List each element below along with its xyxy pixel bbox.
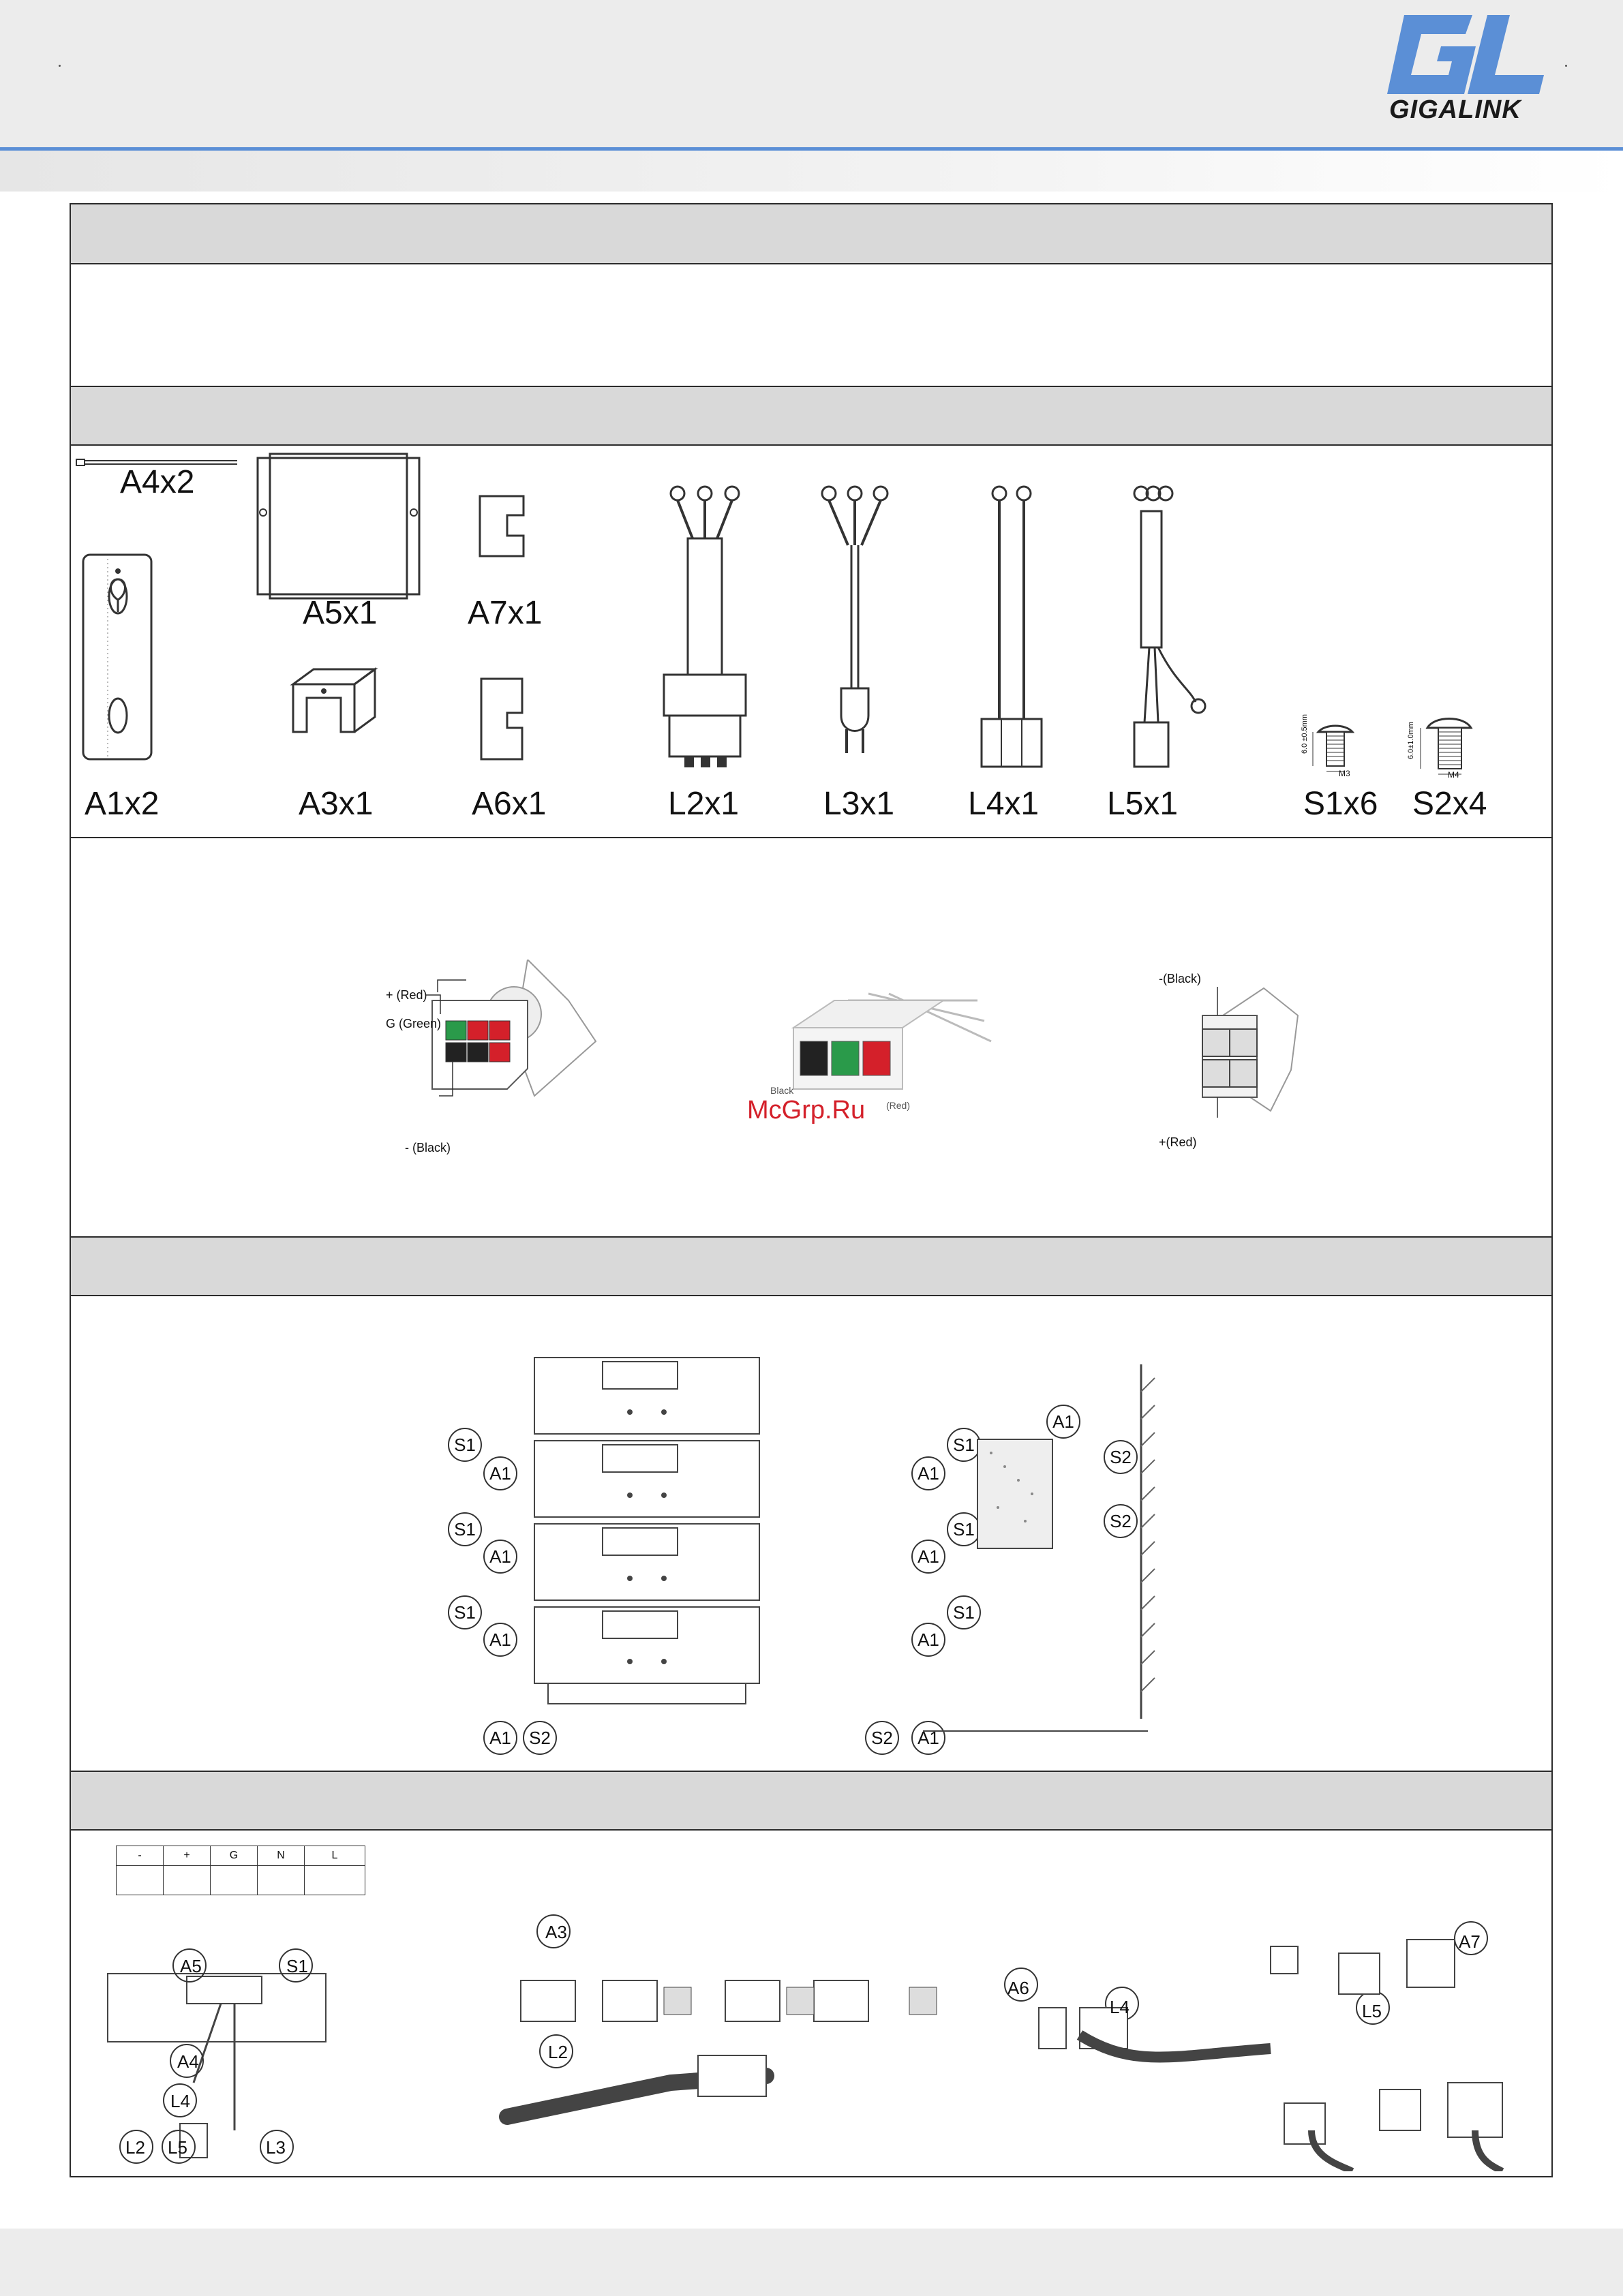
svg-text:S2: S2 (1110, 1447, 1132, 1467)
section-header-parts (71, 386, 1551, 446)
part-label-a3: A3x1 (299, 786, 374, 822)
screw-m3-length: 6.0 ±0.5mm (1301, 714, 1309, 754)
svg-text:S1: S1 (454, 1435, 476, 1455)
wiring-callouts-left (85, 1946, 357, 2164)
terminal-n: N (258, 1846, 305, 1866)
svg-text:S1: S1 (454, 1602, 476, 1623)
label-g-green: G (Green) (386, 1017, 442, 1030)
gl-logo-mark (1384, 15, 1551, 100)
intro-text-area (71, 264, 1551, 386)
callout-l5: L5 (168, 2137, 187, 2158)
callout-s1: S1 (286, 1956, 308, 1976)
cable-l2-drawing (650, 484, 759, 770)
terminal-pos: + (164, 1846, 211, 1866)
part-label-a4: A4x2 (120, 464, 195, 500)
label-black-small: Black (770, 1085, 794, 1096)
svg-text:S1: S1 (953, 1602, 975, 1623)
part-label-s2: S2x4 (1412, 786, 1487, 822)
svg-text:S2: S2 (871, 1728, 893, 1748)
callout-l4b: L4 (1110, 1997, 1129, 2017)
part-label-a1: A1x2 (85, 786, 160, 822)
installation-section (71, 1296, 1551, 1771)
callout-l2b: L2 (548, 2042, 568, 2062)
clip-a7-drawing (476, 492, 530, 560)
callout-a5: A5 (180, 1956, 202, 1976)
svg-text:A1: A1 (1052, 1411, 1074, 1432)
svg-text:A1: A1 (489, 1629, 511, 1650)
callout-l2: L2 (125, 2137, 145, 2158)
header-band (0, 151, 1623, 192)
watermark: McGrp.Ru (747, 1096, 866, 1124)
crop-mark (1565, 65, 1567, 67)
svg-text:A1: A1 (489, 1546, 511, 1567)
screw-m4-length: 6.0±1.0mm (1407, 722, 1415, 759)
bracket-assembly-diagram (998, 1912, 1530, 2171)
section-header-1 (71, 204, 1551, 264)
wall-mount-diagram (916, 1364, 1257, 1746)
crop-mark (59, 65, 61, 67)
cable-l4-drawing (971, 484, 1052, 770)
clamp-assembly-diagram (494, 1912, 971, 2158)
connector-hand-right (1155, 975, 1332, 1138)
section-header-install (71, 1236, 1551, 1296)
svg-text:S2: S2 (529, 1728, 551, 1748)
svg-text:A1: A1 (489, 1463, 511, 1484)
part-label-l3: L3x1 (823, 786, 895, 822)
part-label-l2: L2x1 (668, 786, 740, 822)
callout-a3: A3 (545, 1922, 567, 1942)
svg-text:A1: A1 (917, 1728, 939, 1748)
svg-text:S1: S1 (953, 1519, 975, 1540)
connector-housing-left (391, 960, 650, 1137)
cable-clamp-drawing (286, 664, 382, 759)
svg-text:S1: S1 (953, 1435, 975, 1455)
svg-text:A1: A1 (917, 1546, 939, 1567)
label-minus-black: - (Black) (405, 1141, 451, 1154)
terminal-table (116, 1846, 365, 1895)
svg-text:A1: A1 (917, 1463, 939, 1484)
label-plus-red: + (Red) (386, 988, 427, 1002)
label-red-right: +(Red) (1159, 1135, 1197, 1149)
gigalink-logo (1384, 15, 1551, 124)
svg-text:A1: A1 (489, 1728, 511, 1748)
callout-l5b: L5 (1362, 2001, 1382, 2021)
part-label-a7: A7x1 (468, 595, 543, 631)
callout-a7: A7 (1459, 1931, 1481, 1952)
part-label-l5: L5x1 (1107, 786, 1179, 822)
cable-l5-drawing (1121, 484, 1216, 770)
callout-l3: L3 (266, 2137, 286, 2158)
callout-a4: A4 (177, 2051, 199, 2072)
cable-l3-drawing (814, 484, 896, 770)
svg-text:S1: S1 (454, 1519, 476, 1540)
callout-a6: A6 (1007, 1978, 1029, 1998)
page-header (0, 0, 1623, 149)
terminal-neg: - (117, 1846, 164, 1866)
part-label-a5: A5x1 (303, 595, 378, 631)
svg-text:S2: S2 (1110, 1511, 1132, 1531)
terminal-l: L (305, 1846, 365, 1866)
label-black-right: -(Black) (1159, 972, 1201, 985)
part-label-s1: S1x6 (1303, 786, 1378, 822)
callout-l4: L4 (170, 2091, 190, 2111)
terminal-g: G (211, 1846, 258, 1866)
manual-frame (70, 203, 1553, 2177)
screw-m4-size: M4 (1448, 770, 1459, 780)
wall-bracket-drawing (80, 552, 155, 763)
stacking-diagram (439, 1351, 984, 1760)
wiring-section (71, 1831, 1551, 2176)
svg-text:A1: A1 (917, 1629, 939, 1650)
logo-wordmark: GIGALINK (1389, 95, 1521, 124)
label-red-small: (Red) (886, 1100, 911, 1111)
clip-a6-drawing (476, 675, 530, 763)
screw-m3-size: M3 (1339, 769, 1350, 778)
part-label-a6: A6x1 (472, 786, 547, 822)
mounting-plate-drawing (255, 451, 422, 601)
section-header-wiring (71, 1771, 1551, 1831)
connector-section (71, 837, 1551, 1238)
parts-section (71, 446, 1551, 837)
part-label-l4: L4x1 (968, 786, 1040, 822)
page-footer (0, 2229, 1623, 2296)
